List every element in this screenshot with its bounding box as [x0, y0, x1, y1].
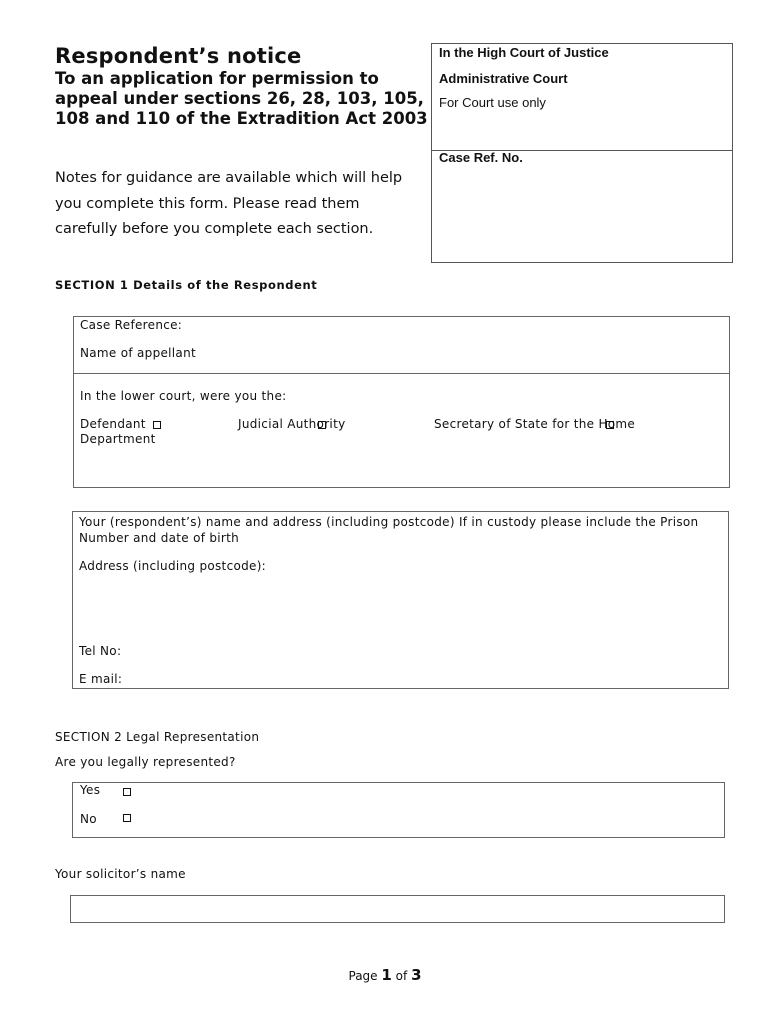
no-label: No	[80, 812, 97, 826]
department-label: Department	[80, 432, 156, 446]
guidance-notes: Notes for guidance are available which will help you complete this form. Please read them carefully before you complete each section.	[55, 170, 403, 237]
respondent-name-label: Your (respondent’s) name and address (including postcode) If in custody please include the Prison Number and date of birth	[79, 515, 699, 545]
case-ref-label: Case Ref. No.	[439, 150, 523, 165]
solicitor-name-label: Your solicitor’s name	[55, 867, 186, 881]
of-word: of	[395, 969, 408, 983]
page-title: Respondent’s notice	[55, 44, 302, 68]
option-secretary-of-state[interactable]	[434, 417, 635, 431]
defendant-checkbox[interactable]	[153, 421, 161, 429]
page-word: Page	[348, 969, 378, 983]
lower-court-question: In the lower court, were you the:	[80, 389, 287, 403]
respondent-details-box[interactable]	[72, 511, 729, 689]
case-details-box[interactable]	[73, 316, 730, 374]
secretary-label: Secretary of State for the Home	[434, 417, 636, 431]
secretary-checkbox[interactable]	[606, 421, 614, 429]
case-ref-panel[interactable]	[432, 150, 732, 264]
section1-heading: SECTION 1 Details of the Respondent	[55, 278, 318, 292]
defendant-label: Defendant	[80, 417, 146, 431]
section2-heading: SECTION 2 Legal Representation	[55, 730, 260, 744]
appellant-name-label: Name of appellant	[80, 346, 197, 360]
page-footer	[0, 966, 770, 984]
option-judicial-authority[interactable]	[238, 417, 345, 431]
lower-court-role-box	[73, 373, 730, 488]
yes-label: Yes	[80, 783, 101, 797]
page-total: 3	[411, 966, 422, 984]
judicial-authority-checkbox[interactable]	[318, 421, 326, 429]
judicial-authority-label: Judicial Authority	[238, 417, 346, 431]
page-number: 1	[381, 966, 392, 984]
email-label: E mail:	[79, 672, 123, 686]
court-use-only-label: For Court use only	[439, 95, 546, 110]
case-reference-label: Case Reference:	[80, 318, 183, 332]
court-header-panel	[432, 44, 732, 151]
legal-rep-box	[72, 782, 725, 838]
address-label: Address (including postcode):	[79, 559, 267, 573]
court-name: In the High Court of Justice	[439, 45, 609, 60]
option-defendant[interactable]	[80, 417, 161, 431]
page-subtitle: To an application for permission to appeal under sections 26, 28, 103, 105, 108 and 110 of the Extradition Act 2003	[55, 69, 428, 128]
court-division: Administrative Court	[439, 71, 568, 86]
legal-rep-question: Are you legally represented?	[55, 755, 236, 769]
tel-label: Tel No:	[79, 644, 122, 658]
no-checkbox[interactable]	[123, 814, 131, 822]
solicitor-name-field[interactable]	[70, 895, 725, 923]
court-info-box	[431, 43, 733, 263]
yes-checkbox[interactable]	[123, 788, 131, 796]
